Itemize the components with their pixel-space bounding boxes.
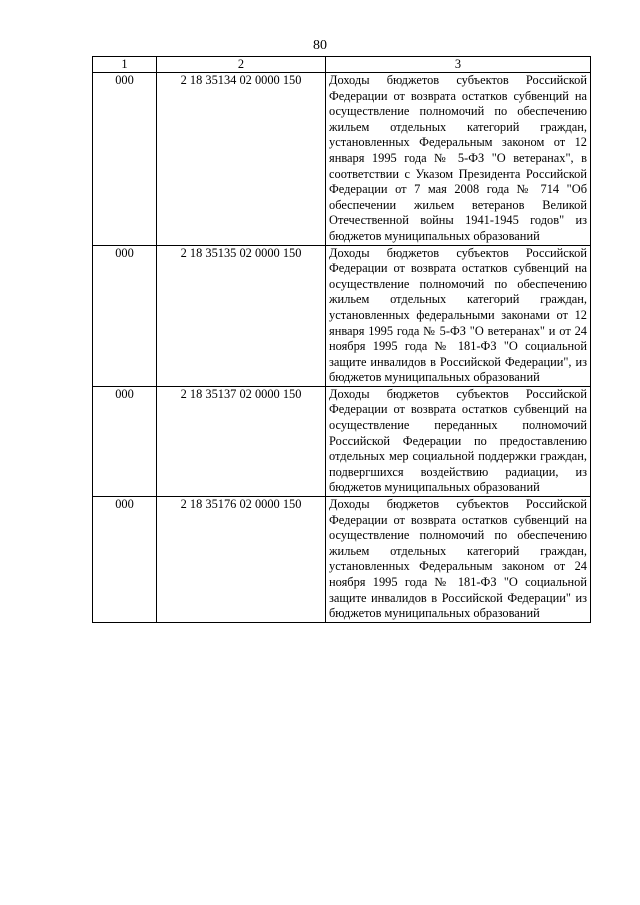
table-row	[93, 245, 591, 386]
admin-code-cell: 000	[93, 245, 157, 386]
column-header-2: 2	[157, 57, 326, 73]
budget-code-cell: 2 18 35134 02 0000 150	[157, 73, 326, 246]
table-row	[93, 386, 591, 496]
description-cell: Доходы бюджетов субъектов Российской Федерации от возврата остатков субвенций на осуществление полномочий по обеспечению жильем отдельных категорий граждан, установленных федеральными законами от 12 января 1995 года № 5-ФЗ "О ветеранах" и от 24 ноября 1995 года № 181-ФЗ "О социальной защите инвалидов в Российской Федерации", из бюджетов муниципальных образований	[326, 245, 591, 386]
admin-code-cell: 000	[93, 73, 157, 246]
admin-code-cell: 000	[93, 386, 157, 496]
budget-code-cell: 2 18 35137 02 0000 150	[157, 386, 326, 496]
budget-code-cell: 2 18 35176 02 0000 150	[157, 497, 326, 623]
column-header-3: 3	[326, 57, 591, 73]
column-header-1: 1	[93, 57, 157, 73]
revenue-codes-table	[92, 56, 591, 623]
description-cell: Доходы бюджетов субъектов Российской Федерации от возврата остатков субвенций на осуществление переданных полномочий Российской Федерации по предоставлению отдельных мер социальной поддержки граждан, подвергшихся воздействию радиации, из бюджетов муниципальных образований	[326, 386, 591, 496]
admin-code-cell: 000	[93, 497, 157, 623]
page-number: 80	[313, 38, 327, 53]
table-row	[93, 497, 591, 623]
table-header-row	[93, 57, 591, 73]
budget-code-cell: 2 18 35135 02 0000 150	[157, 245, 326, 386]
description-cell: Доходы бюджетов субъектов Российской Федерации от возврата остатков субвенций на осуществление полномочий по обеспечению жильем отдельных категорий граждан, установленных Федеральным законом от 12 января 1995 года № 5-ФЗ "О ветеранах", в соответствии с Указом Президента Российской Федерации от 7 мая 2008 года № 714 "Об обеспечении жильем ветеранов Великой Отечественной войны 1941-1945 годов" из бюджетов муниципальных образований	[326, 73, 591, 246]
table-row	[93, 73, 591, 246]
description-cell: Доходы бюджетов субъектов Российской Федерации от возврата остатков субвенций на осуществление полномочий по обеспечению жильем отдельных категорий граждан, установленных Федеральным законом от 24 ноября 1995 года № 181-ФЗ "О социальной защите инвалидов в Российской Федерации" из бюджетов муниципальных образований	[326, 497, 591, 623]
